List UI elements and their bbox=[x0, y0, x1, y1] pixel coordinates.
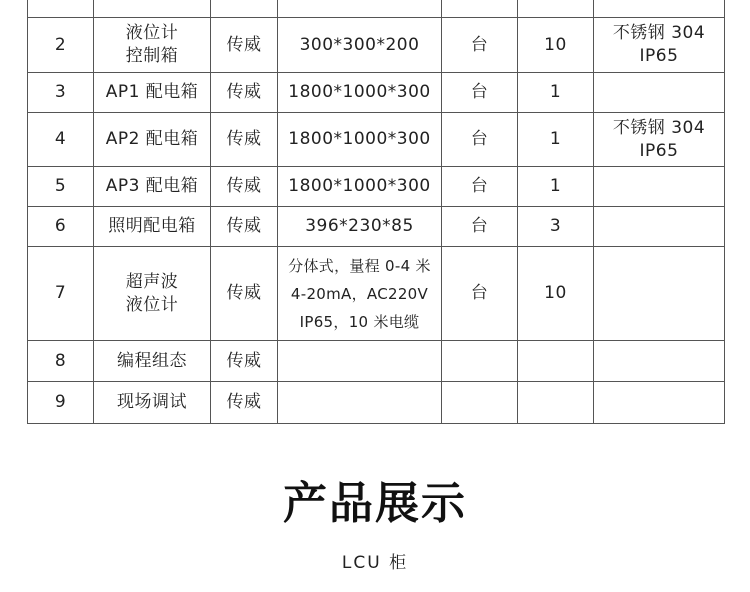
cell-unit: 台 bbox=[442, 113, 518, 167]
table-row bbox=[28, 247, 725, 341]
cell-spec bbox=[278, 0, 442, 18]
cell-unit: 台 bbox=[442, 167, 518, 207]
cell-note bbox=[594, 0, 725, 18]
cell-note-line: IP65 bbox=[639, 46, 679, 66]
cell-unit bbox=[442, 382, 518, 424]
cell-spec bbox=[278, 247, 442, 341]
cell-name bbox=[94, 247, 211, 341]
cell-qty bbox=[518, 0, 594, 18]
cell-no: 9 bbox=[28, 382, 94, 424]
cell-no: 7 bbox=[28, 247, 94, 341]
cell-brand: 传威 bbox=[211, 73, 278, 113]
section-subtitle: LCU 柜 bbox=[341, 553, 409, 573]
cell-unit: 台 bbox=[442, 247, 518, 341]
cell-note-line: IP65 bbox=[639, 140, 679, 161]
cell-brand: 传威 bbox=[211, 18, 278, 73]
cell-no: 4 bbox=[28, 113, 94, 167]
cell-note-line: 不锈钢 304 bbox=[612, 23, 706, 43]
cell-spec-line: 1800*1000*300 bbox=[288, 82, 431, 102]
cell-brand: 传威 bbox=[211, 382, 278, 424]
cell-no: 5 bbox=[28, 167, 94, 207]
table-row bbox=[28, 167, 725, 207]
cell-no: 8 bbox=[28, 341, 94, 382]
cell-name-line: AP2 配电箱 bbox=[105, 129, 199, 149]
cell-name bbox=[94, 207, 211, 247]
cell-name-line: 液位计 bbox=[125, 294, 179, 315]
table-row bbox=[28, 0, 725, 18]
cell-spec-line: 300*300*200 bbox=[299, 34, 420, 55]
section-title: 产品展示 bbox=[283, 478, 467, 529]
cell-brand: 传威 bbox=[211, 341, 278, 382]
cell-name bbox=[94, 0, 211, 18]
table-row bbox=[28, 207, 725, 247]
cell-spec-line: 1800*1000*300 bbox=[288, 176, 431, 196]
cell-qty: 1 bbox=[518, 73, 594, 113]
cell-qty: 1 bbox=[518, 167, 594, 207]
cell-note bbox=[594, 113, 725, 167]
table-row bbox=[28, 18, 725, 73]
cell-no: 2 bbox=[28, 18, 94, 73]
cell-unit: 台 bbox=[442, 18, 518, 73]
cell-name bbox=[94, 18, 211, 73]
cell-note bbox=[594, 247, 725, 341]
cell-qty: 10 bbox=[518, 18, 594, 73]
cell-name bbox=[94, 341, 211, 382]
cell-qty bbox=[518, 341, 594, 382]
cell-name bbox=[94, 167, 211, 207]
cell-name bbox=[94, 382, 211, 424]
cell-qty: 10 bbox=[518, 247, 594, 341]
cell-name-line: AP1 配电箱 bbox=[105, 82, 199, 102]
cell-note bbox=[594, 341, 725, 382]
cell-note bbox=[594, 73, 725, 113]
cell-qty: 3 bbox=[518, 207, 594, 247]
table-row bbox=[28, 73, 725, 113]
cell-note bbox=[594, 382, 725, 424]
cell-note bbox=[594, 167, 725, 207]
table-row bbox=[28, 382, 725, 424]
cell-name-line: 液位计 bbox=[125, 23, 179, 43]
cell-brand: 传威 bbox=[211, 167, 278, 207]
cell-no bbox=[28, 0, 94, 18]
table-row bbox=[28, 341, 725, 382]
cell-unit bbox=[442, 0, 518, 18]
table-row bbox=[28, 113, 725, 167]
cell-name-line: 编程组态 bbox=[117, 350, 187, 371]
cell-spec bbox=[278, 18, 442, 73]
cell-spec bbox=[278, 207, 442, 247]
cell-unit: 台 bbox=[442, 207, 518, 247]
cell-spec-line: 4-20mA，AC220V bbox=[290, 284, 429, 303]
cell-spec bbox=[278, 113, 442, 167]
cell-unit: 台 bbox=[442, 73, 518, 113]
cell-name bbox=[94, 73, 211, 113]
cell-note bbox=[594, 207, 725, 247]
cell-name-line: AP3 配电箱 bbox=[105, 176, 199, 196]
cell-spec bbox=[278, 382, 442, 424]
cell-qty bbox=[518, 382, 594, 424]
cell-spec bbox=[278, 73, 442, 113]
cell-name-line: 现场调试 bbox=[117, 392, 187, 412]
cell-spec-line: 分体式，量程 0-4 米 bbox=[288, 256, 431, 275]
cell-spec-line: 396*230*85 bbox=[305, 216, 414, 236]
equipment-table bbox=[27, 0, 725, 424]
cell-brand: 传威 bbox=[211, 247, 278, 341]
cell-spec bbox=[278, 341, 442, 382]
cell-brand: 传威 bbox=[211, 113, 278, 167]
cell-note-line: 不锈钢 304 bbox=[612, 117, 706, 138]
cell-spec bbox=[278, 167, 442, 207]
cell-name-line: 照明配电箱 bbox=[108, 216, 196, 236]
cell-note bbox=[594, 18, 725, 73]
table-body bbox=[28, 0, 725, 424]
cell-spec-line: 1800*1000*300 bbox=[288, 129, 431, 149]
cell-name bbox=[94, 113, 211, 167]
cell-name-line: 控制箱 bbox=[125, 46, 179, 66]
cell-brand: 传威 bbox=[211, 207, 278, 247]
cell-qty: 1 bbox=[518, 113, 594, 167]
cell-name-line: 超声波 bbox=[125, 271, 179, 292]
cell-spec-line: IP65，10 米电缆 bbox=[299, 312, 420, 331]
cell-no: 3 bbox=[28, 73, 94, 113]
cell-brand bbox=[211, 0, 278, 18]
cell-unit bbox=[442, 341, 518, 382]
cell-no: 6 bbox=[28, 207, 94, 247]
